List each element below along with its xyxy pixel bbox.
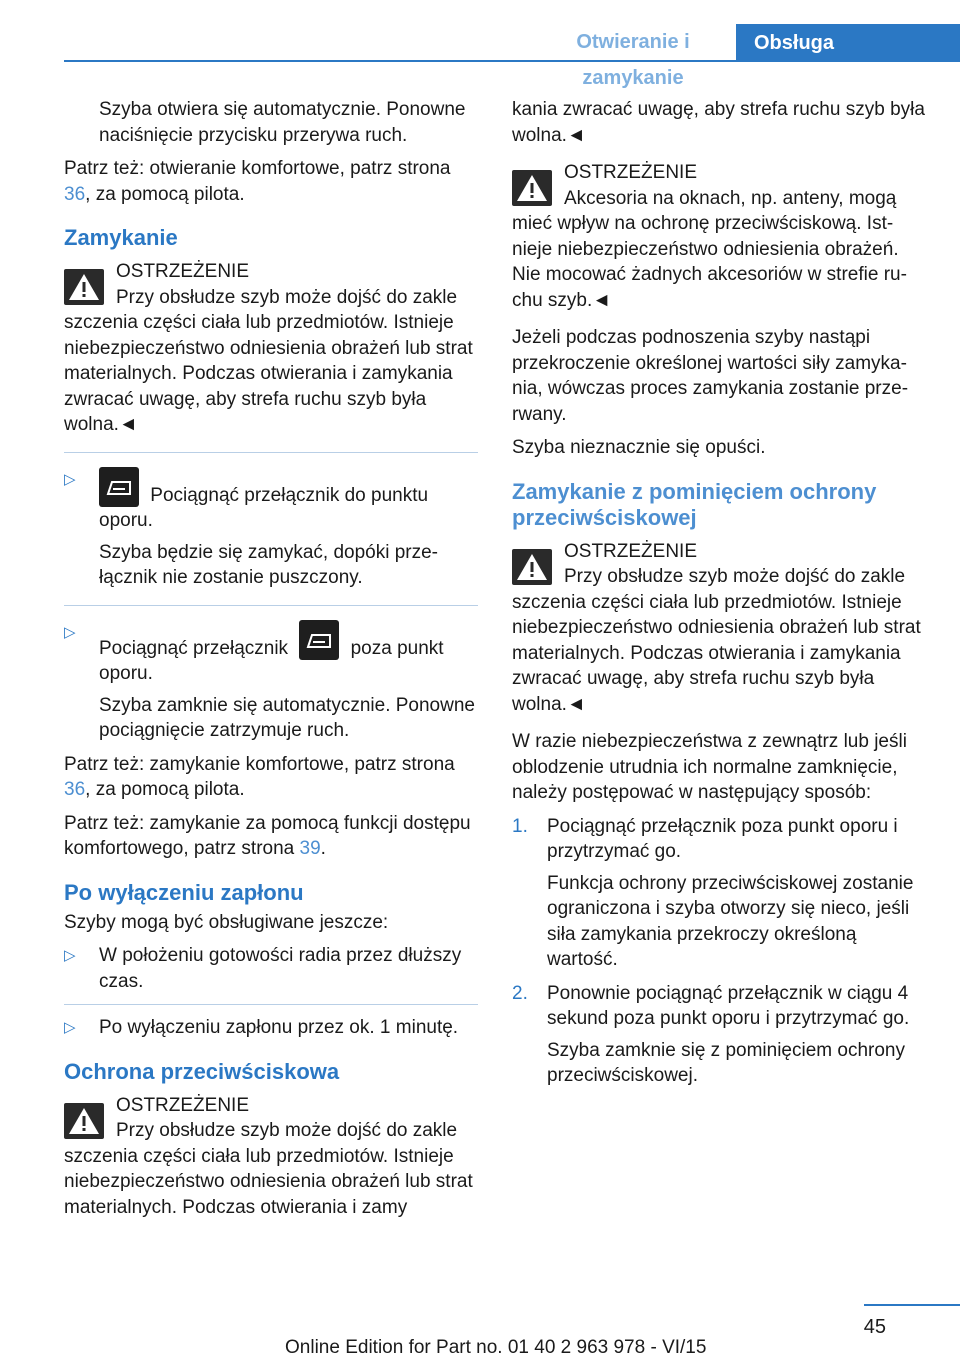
warning-block [512,539,926,718]
page-link-36[interactable]: 36 [64,779,86,800]
paragraph-window-lowers: Szyba nieznacznie się opuści. [512,437,766,458]
warning-text: szczenia części ciała lub przedmiotów. Istnieje niebezpieczeństwo odniesienia obrażeń lub strat materialnych. Podczas otwierania i zamykania zwracać uwagę, aby strefa ruchu szyb była wolna.◄ [512,591,921,715]
triangle-bullet-icon: ▷ [64,1019,76,1036]
step-number: 1. [512,815,528,837]
list-item-text: W położeniu gotowości radia przez dłuższy czas. [99,945,462,992]
warning-text: szczenia części ciała lub przedmiotów. Istnieje niebezpieczeństwo odniesienia obrażeń lub strat materialnych. Podczas otwierania i zamy [64,1145,473,1218]
numbered-step [512,814,926,973]
warning-text-first: Przy obsłudze szyb może dojść do zakle [564,566,906,587]
warning-heading: OSTRZEŻENIE [116,1094,250,1116]
list-item [64,467,478,591]
paragraph-emergency: W razie niebezpieczeństwa z zewnątrz lub jeśli oblodzenie utrudnia ich normalne zamknięcie, należy postępować w następujący sposób: [512,731,907,803]
list-item-subtext: Szyba zamknie się automatycznie. Ponowne pociągnięcie zatrzymuje ruch. [99,694,475,741]
list-item-text: Pociągnąć przełącznik do punktu oporu. [99,484,429,531]
warning-block [512,160,926,313]
warning-text-first: Przy obsłudze szyb może dojść do zakle [116,1120,458,1141]
step-text: Pociągnąć przełącznik poza punkt oporu i przytrzymać go. [547,815,898,862]
heading-zamykanie-z-pominieciem: Zamykanie z pominięciem ochrony przeciwściskowej [512,478,877,530]
heading-zamykanie: Zamykanie [64,225,178,250]
header-rule [64,60,960,62]
paragraph-see-also-comfort-close: Patrz też: zamykanie komfortowe, patrz strona 36, za pomocą pilota. [64,753,455,800]
warning-text-first: Akcesoria na oknach, np. anteny, mogą [564,187,897,209]
warning-triangle-icon [64,269,104,305]
divider [64,452,478,453]
paragraph-see-also-comfort-open: Patrz też: otwieranie komfortowe, patrz strona 36, za pomocą pilota. [64,158,451,205]
warning-heading: OSTRZEŻENIE [564,540,698,562]
page-link-36[interactable]: 36 [64,183,86,205]
window-switch-icon [99,467,139,507]
paragraph-continued: kania zwracać uwagę, aby strefa ruchu szyb była wolna.◄ [512,99,925,146]
list-item-subtext: Szyba będzie się zamykać, dopóki przełącznik nie zostanie puszczony. [99,541,438,588]
triangle-bullet-icon: ▷ [64,470,76,488]
warning-text: mieć wpływ na ochronę przeciwściskową. Istnieje niebezpieczeństwo odniesienia obrażeń. Nie mocować żadnych akcesoriów w strefie ruchu szyb.◄ [512,213,907,311]
step-subtext: Funkcja ochrony przeciwściskowej zostanie ograniczona i szyba otworzy się nieco, jeśli siła zamykania przekroczy określoną wartość. [547,872,914,970]
warning-heading: OSTRZEŻENIE [564,162,698,183]
footer-rule [864,1304,960,1306]
list-item [64,1015,478,1041]
list-item [64,943,478,994]
warning-heading: OSTRZEŻENIE [116,261,250,282]
list-item: ▷ Pociągnąć przełącznik poza punkt oporu. Szyba zamknie się automatycznie. Ponowne pociągnięcie zatrzymuje ruch. [64,620,478,744]
warning-text: szczenia części ciała lub przedmiotów. Istnieje niebezpieczeństwo odniesienia obrażeń lub strat materialnych. Podczas otwierania i zamykania zwracać uwagę, aby strefa ruchu szyb była wolna.◄ [64,312,473,435]
warning-block [64,259,478,438]
paragraph-windows-operable: Szyby mogą być obsługiwane jeszcze: [64,911,389,933]
step-number: 2. [512,982,528,1004]
page-link-39[interactable]: 39 [299,838,321,859]
warning-triangle-icon [512,549,552,585]
heading-po-wylaczeniu-zaplonu: Po wyłączeniu zapłonu [64,879,304,905]
warning-triangle-icon [64,1103,104,1139]
window-switch-icon [299,620,339,660]
right-column [512,97,926,1097]
list-item-text: Po wyłączeniu zapłonu przez ok. 1 minutę. [99,1017,459,1038]
footer-edition: Online Edition for Part no. 01 40 2 963 978 - VI/15 [285,1337,707,1358]
divider [64,1004,478,1005]
header-chapter-tab: Obsługa [736,24,960,62]
header-section-title: Otwieranie i zamykanie [576,31,690,89]
step-subtext: Szyba zamknie się z pominięciem ochrony przeciwściskowej. [547,1039,905,1086]
warning-block [64,1093,478,1221]
triangle-bullet-icon: ▷ [64,623,76,641]
warning-text-first: Przy obsłudze szyb może dojść do zakle [116,286,458,308]
divider [64,605,478,606]
paragraph-auto-open: Szyba otwiera się automatycznie. Ponowne naciśnięcie przycisku przerywa ruch. [99,99,466,146]
warning-triangle-icon [512,170,552,206]
step-text: Ponownie pociągnąć przełącznik w ciągu 4 sekund poza punkt oporu i przytrzymać go. [547,982,910,1029]
numbered-step [512,981,926,1089]
page-number: 45 [863,1316,886,1338]
paragraph-see-also-comfort-access: Patrz też: zamykanie za pomocą funkcji dostępu komfortowego, patrz strona 39. [64,812,471,859]
paragraph-force-exceeded: Jeżeli podczas podnoszenia szyby nastąpi przekroczenie określonej wartości siły zamykania, wówczas proces zamykania zostanie przerwany. [512,327,909,425]
left-column [64,97,478,1232]
triangle-bullet-icon: ▷ [64,947,76,964]
heading-ochrona-przeciwsciskowa: Ochrona przeciwściskowa [64,1058,340,1084]
